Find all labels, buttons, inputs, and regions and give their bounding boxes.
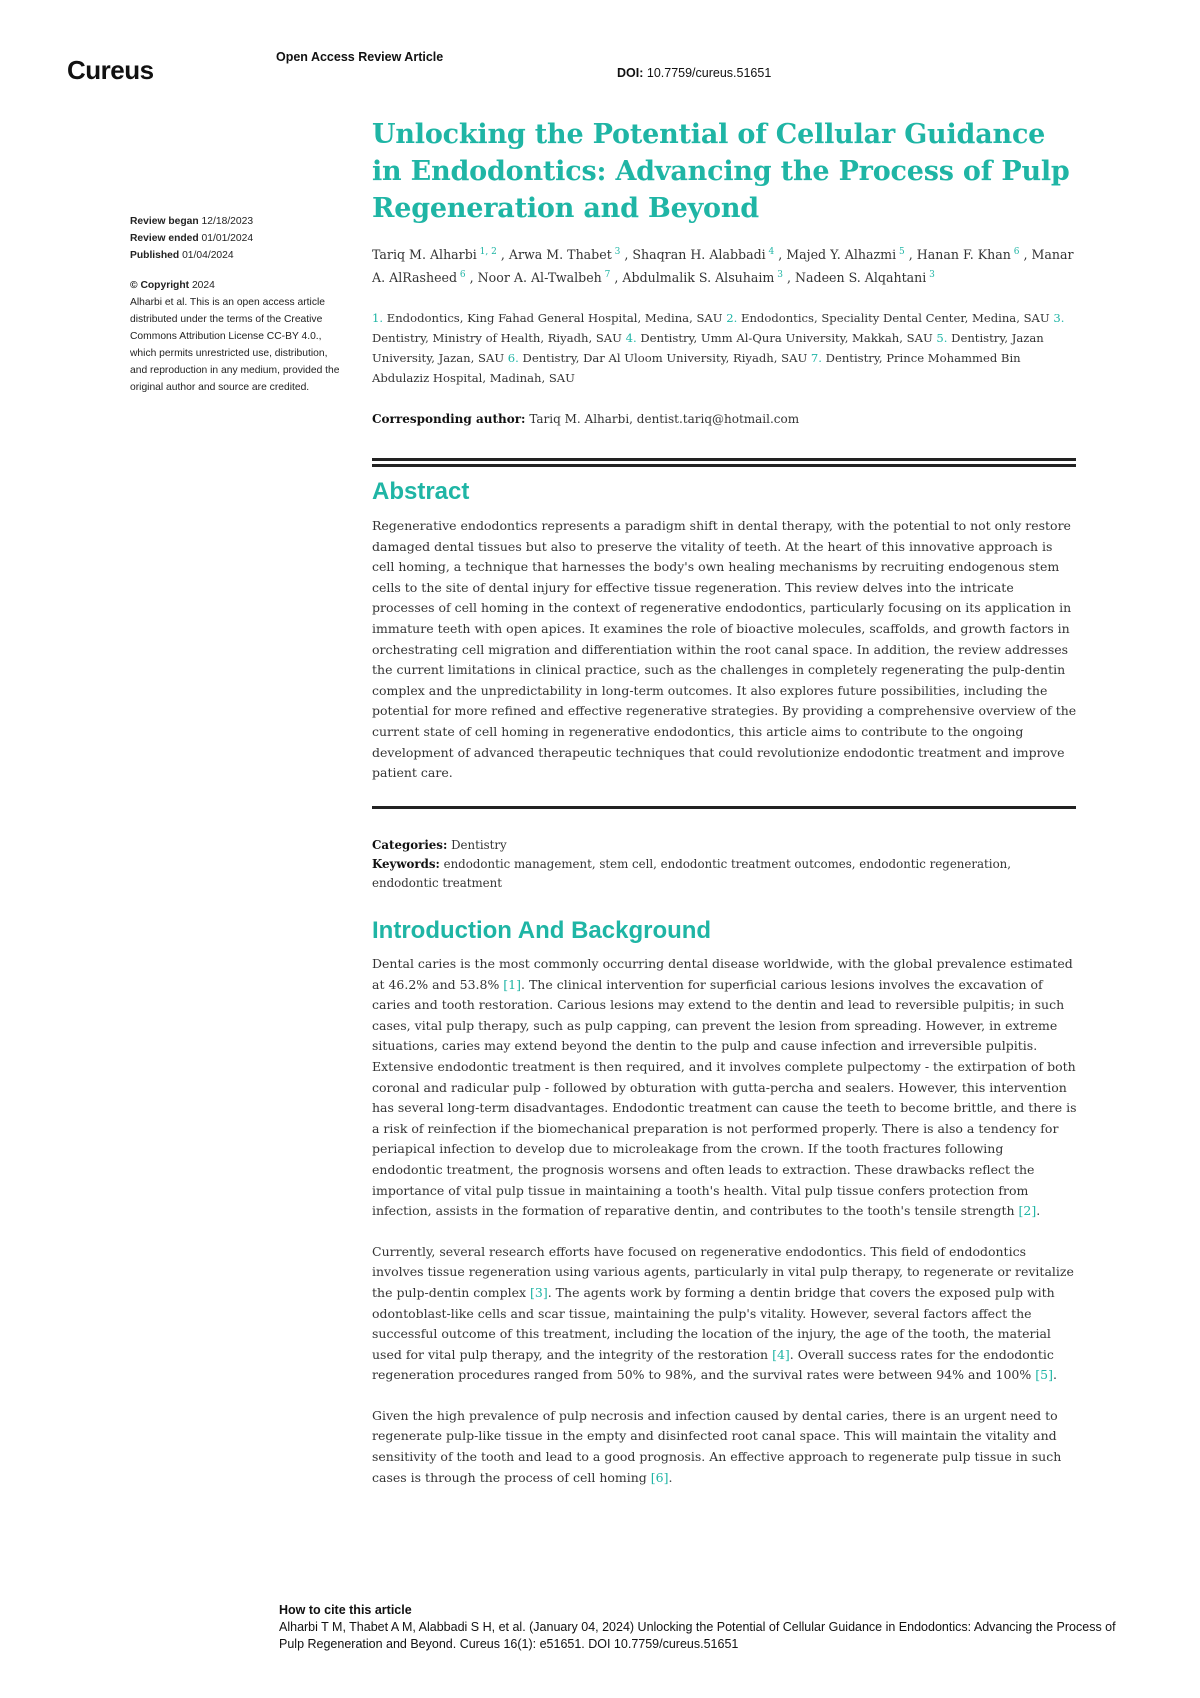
affiliation-number: 3.: [1053, 311, 1065, 326]
review-began-label: Review began: [130, 216, 199, 227]
affiliations: [372, 308, 1077, 388]
review-ended-label: Review ended: [130, 233, 199, 244]
author-name: Hanan F. Khan: [916, 247, 1011, 263]
introduction-section: [372, 917, 1077, 1508]
author-name: Nadeen S. Alqahtani: [794, 270, 927, 286]
author-name: Abdulmalik S. Alsuhaim: [622, 270, 775, 286]
categories-value: Dentistry: [451, 838, 507, 852]
sidebar: [130, 213, 345, 396]
keywords-label: Keywords:: [372, 857, 440, 871]
author-affiliation-ref: 6: [457, 270, 466, 281]
author[interactable]: [372, 247, 497, 262]
author-affiliation-ref: 3: [774, 270, 783, 281]
published-label: Published: [130, 250, 180, 261]
affiliation-text: Dentistry, Jazan University, Jazan, SAU: [372, 331, 1044, 366]
author-affiliation-ref: 4: [765, 247, 775, 257]
categories-label: Categories:: [372, 838, 448, 852]
author-name: Majed Y. Alhazmi: [786, 247, 897, 263]
how-to-cite-label: How to cite this article: [279, 1603, 412, 1617]
abstract-heading: Abstract: [372, 478, 470, 505]
citation-link[interactable]: [4]: [772, 1346, 790, 1362]
review-ended-date: 01/01/2024: [201, 233, 254, 244]
corresponding-label: Corresponding author:: [372, 412, 526, 427]
published-date: 01/04/2024: [182, 250, 234, 261]
affiliation-text: Dentistry, Prince Mohammed Bin Abdulaziz Hospital, Madinah, SAU: [372, 351, 1021, 386]
author[interactable]: [478, 270, 611, 285]
keywords: [372, 855, 1077, 893]
copyright: [130, 277, 345, 294]
journal-logo: Cureus: [67, 55, 154, 85]
review-ended: [130, 230, 345, 247]
copyright-year: 2024: [191, 280, 215, 291]
corresponding-value: Tariq M. Alharbi, dentist.tariq@hotmail.com: [529, 412, 800, 427]
abstract-text: Regenerative endodontics represents a paradigm shift in dental therapy, with the potential to not only restore damaged dental tissues but also to preserve the vitality of teeth. At the heart of this innovative approach is cell homing, a technique that harnesses the body's own healing mechanisms by recruiting endogenous stem cells to the site of dental injury for effective tissue regeneration. This review delves into the intricate processes of cell homing in the context of regenerative endodontics, particularly focusing on its application in immature teeth with open apices. It examines the role of bioactive molecules, scaffolds, and growth factors in orchestrating cell migration and differentiation within the root canal space. In addition, the review addresses the current limitations in clinical practice, such as the challenges in completely regenerating the pulp-dentin complex and the unpredictability in long-term outcomes. It also explores future possibilities, including the potential for more refined and effective regenerative strategies. By providing a comprehensive overview of the current state of cell homing in regenerative endodontics, this article aims to contribute to the ongoing development of advanced therapeutic techniques that could revolutionize endodontic treatment and improve patient care.: [372, 518, 1077, 781]
introduction-text: [372, 954, 1077, 1488]
affiliation-text: Endodontics, King Fahad General Hospital, Medina, SAU: [386, 311, 727, 326]
citation-link[interactable]: [6]: [650, 1469, 669, 1485]
affiliation-number: 5.: [936, 331, 952, 346]
author-name: Shaqran H. Alabbadi: [632, 247, 766, 263]
doi: [617, 66, 771, 80]
citation-link[interactable]: [1]: [503, 976, 522, 992]
author-affiliation-ref: 6: [1010, 247, 1020, 257]
section-divider: [372, 806, 1076, 809]
published: [130, 247, 345, 264]
author-name: Noor A. Al-Twalbeh: [477, 270, 602, 286]
author-name: Arwa M. Thabet: [508, 247, 612, 263]
section-divider: [372, 458, 1076, 461]
author-affiliation-ref: 3: [611, 247, 621, 257]
doi-label: DOI:: [617, 66, 644, 80]
affiliation-number: 2.: [726, 311, 741, 326]
citation-link[interactable]: [3]: [530, 1284, 548, 1300]
review-began: [130, 213, 345, 230]
affiliation-text: Dentistry, Umm Al-Qura University, Makkah, SAU: [640, 331, 937, 346]
author[interactable]: [622, 270, 783, 285]
affiliation-number: 7.: [810, 351, 826, 366]
article-header: [372, 116, 1077, 426]
author-affiliation-ref: 5: [896, 247, 905, 257]
affiliation-number: 4.: [625, 331, 641, 346]
keywords-value: endodontic management, stem cell, endodontic treatment outcomes, endodontic regeneration, endodontic treatment: [372, 857, 1012, 890]
doi-value[interactable]: 10.7759/cureus.51651: [646, 66, 772, 80]
citation-link[interactable]: [5]: [1035, 1367, 1053, 1383]
author-list: Tariq M. Alharbi $^{1, 2}$ , Arwa M. Thabet $^3$ , Shaqran H. Alabbadi $^4$ , Majed Y. Alhazmi $^5$ , Hanan F. Khan $^6$ , Manar A. AlRasheed $^6$ , Noor A. Al-Twalbeh $^7$ , Abdulmalik S. Alsuhaim $^3$ , Nadeen S. Alqahtani $^3$: [372, 247, 1074, 286]
citation-text: Alharbi T M, Thabet A M, Alabbadi S H, et al. (January 04, 2024) Unlocking the Potential of Cellular Guidance in Endodontics: Advancing the Process of Pulp Regeneration and Beyond. Cureus 16(1): e51651. DOI 10.7759/cureus.51651: [279, 1620, 1116, 1651]
author-affiliation-ref: 3: [926, 270, 935, 281]
affiliation-text: Dentistry, Ministry of Health, Riyadh, SAU: [372, 331, 626, 346]
affiliation-text: Dentistry, Dar Al Uloom University, Riyadh, SAU: [522, 351, 811, 366]
author-name: Manar A. AlRasheed: [372, 247, 1074, 286]
author-affiliation-ref: 7: [601, 270, 611, 281]
article-type: Open Access Review Article: [276, 50, 444, 64]
citation-link[interactable]: [2]: [1018, 1203, 1037, 1219]
author[interactable]: [509, 247, 621, 262]
introduction-heading: Introduction And Background: [372, 917, 712, 944]
author-name: Tariq M. Alharbi: [372, 247, 477, 263]
author[interactable]: [632, 247, 774, 262]
author[interactable]: [917, 247, 1020, 262]
paragraph: Currently, several research efforts have focused on regenerative endodontics. This field of endodontics involves tissue regeneration using various agents, particularly in vital pulp therapy, to regenerate or revitalize the pulp-dentin complex [3]. The agents work by forming a dentin bridge that covers the exposed pulp with odontoblast-like cells and scar tissue, maintaining the pulp's vitality. However, several factors affect the successful outcome of this treatment, including the location of the injury, the age of the tooth, the material used for vital pulp therapy, and the integrity of the restoration [4]. Overall success rates for the endodontic regeneration procedures ranged from 50% to 98%, and the survival rates were between 94% and 100% [5].: [372, 1243, 1074, 1383]
corresponding-author: [372, 412, 1077, 426]
affiliation-text: Endodontics, Speciality Dental Center, Medina, SAU: [740, 311, 1054, 326]
abstract-section: [372, 478, 1077, 784]
review-began-date: 12/18/2023: [201, 216, 254, 227]
section-divider: [372, 464, 1076, 467]
article-title: Unlocking the Potential of Cellular Guidance in Endodontics: Advancing the Process of Pulp Regeneration and Beyond: [372, 119, 1070, 224]
paragraph: Given the high prevalence of pulp necrosis and infection caused by dental caries, there is an urgent need to regenerate pulp-like tissue in the empty and disinfected root canal space. This will maintain the vitality and sensitivity of the tooth and lead to a good prognosis. An effective approach to regenerate pulp tissue in such cases is through the process of cell homing [6].: [372, 1407, 1062, 1485]
license-text: Alharbi et al. This is an open access article distributed under the terms of the Creative Commons Attribution License CC-BY 4.0., which permits unrestricted use, distribution, and reproduction in any medium, provided the original author and source are credited.: [130, 297, 340, 393]
affiliation-number: 6.: [507, 351, 523, 366]
categories: [372, 836, 1077, 855]
author-affiliation-ref: 1, 2: [476, 247, 497, 257]
categories-keywords: [372, 836, 1077, 893]
paragraph: Dental caries is the most commonly occurring dental disease worldwide, with the global prevalence estimated at 46.2% and 53.8% [1]. The clinical intervention for superficial carious lesions involves the excavation of caries and tooth restoration. Carious lesions may extend to the dentin and lead to reversible pulpitis; in such cases, vital pulp therapy, such as pulp capping, can prevent the lesion from spreading. However, in extreme situations, caries may extend beyond the dentin to the pulp and cause infection and irreversible pulpitis. Extensive endodontic treatment is then required, and it involves complete pulpectomy - the extirpation of both coronal and radicular pulp - followed by obturation with gutta-percha and sealers. However, this intervention has several long-term disadvantages. Endodontic treatment can cause the teeth to become brittle, and there is a risk of reinfection if the biomechanical preparation is not performed properly. There is also a tendency for periapical infection to develop due to microleakage from the crown. If the tooth fractures following endodontic treatment, the prognosis worsens and often leads to extraction. These drawbacks reflect the importance of vital pulp tissue in maintaining a tooth's health. Vital pulp tissue confers protection from infection, assists in the formation of reparative dentin, and contributes to the tooth's tensile strength [2].: [372, 956, 1077, 1219]
author[interactable]: [786, 247, 904, 262]
copyright-label: © Copyright: [130, 280, 190, 291]
author[interactable]: [795, 270, 935, 285]
how-to-cite: [279, 1602, 1124, 1653]
affiliation-number: 1.: [372, 311, 387, 326]
